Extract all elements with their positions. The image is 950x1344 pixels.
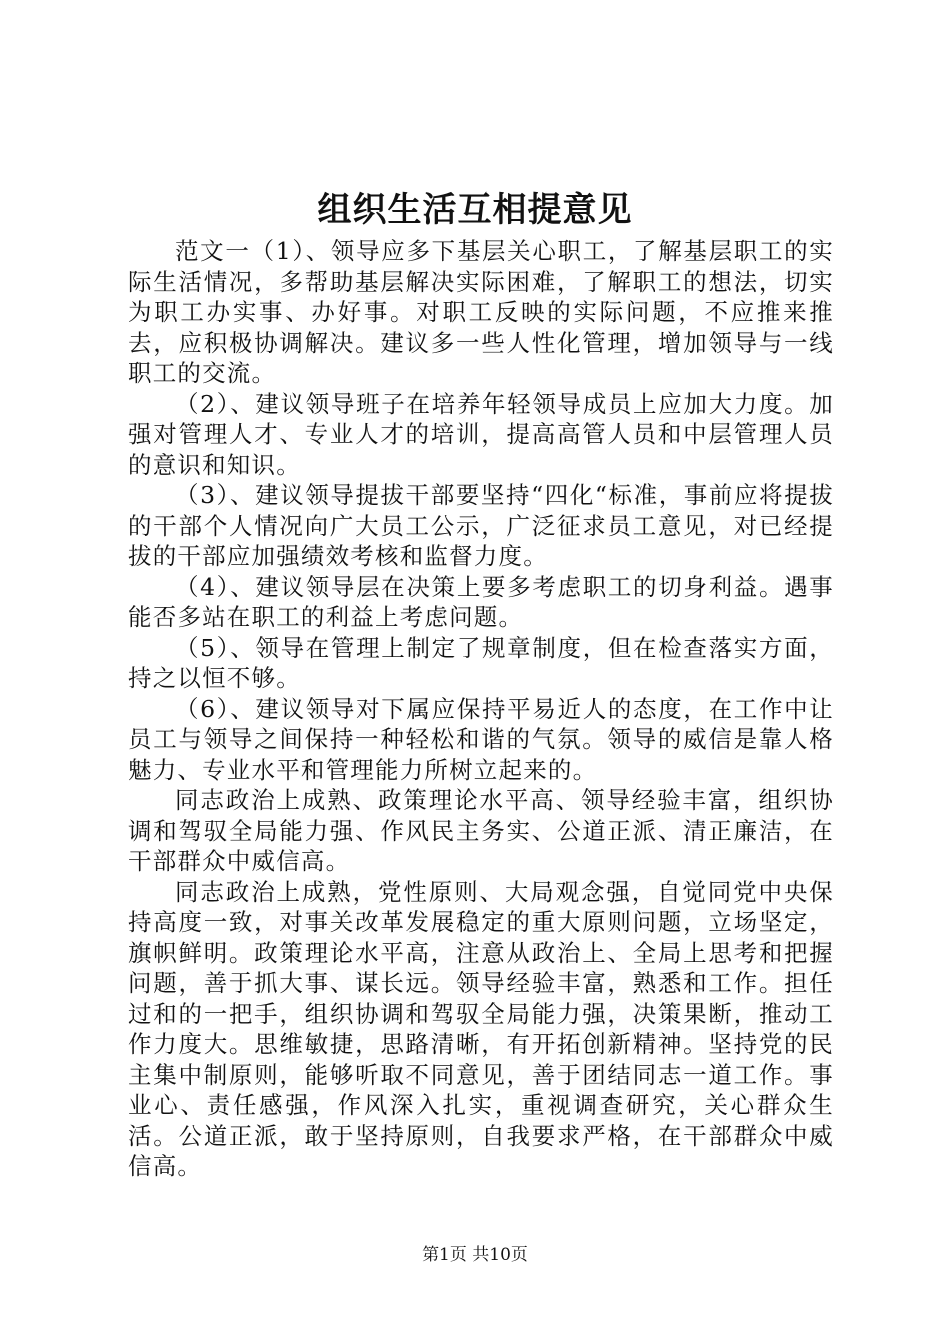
paragraph: （3）、建议领导提拔干部要坚持“四化“标准，事前应将提拔的干部个人情况向广大员工公示，广泛征求员工意见，对已经提拔的干部应加强绩效考核和监督力度。 (128, 481, 834, 570)
paragraph: （5）、领导在管理上制定了规章制度，但在检查落实方面，持之以恒不够。 (128, 633, 834, 692)
paragraph: （4）、建议领导层在决策上要多考虑职工的切身利益。遇事能否多站在职工的利益上考虑问题。 (128, 572, 834, 631)
document-body (128, 236, 834, 1182)
paragraph: 范文一（1）、领导应多下基层关心职工，了解基层职工的实际生活情况，多帮助基层解决实际困难，了解职工的想法，切实为职工办实事、办好事。对职工反映的实际问题，不应推来推去，应积极协调解决。建议多一些人性化管理，增加领导与一线职工的交流。 (128, 237, 834, 387)
paragraph: 同志政治上成熟，党性原则、大局观念强，自觉同党中央保持高度一致，对事关改革发展稳定的重大原则问题，立场坚定，旗帜鲜明。政策理论水平高，注意从政治上、全局上思考和把握问题，善于抓大事、谋长远。领导经验丰富，熟悉和工作。担任过和的一把手，组织协调和驾驭全局能力强，决策果断，推动工作力度大。思维敏捷，思路清晰，有开拓创新精神。坚持党的民主集中制原则，能够听取不同意见，善于团结同志一道工作。事业心、责任感强，作风深入扎实，重视调查研究，关心群众生活。公道正派，敢于坚持原则，自我要求严格，在干部群众中威信高。 (128, 877, 834, 1180)
document-title: 组织生活互相提意见 (317, 190, 633, 230)
page-footer: 第1页 共10页 (422, 1245, 528, 1265)
paragraph: （2）、建议领导班子在培养年轻领导成员上应加大力度。加强对管理人才、专业人才的培训，提高高管人员和中层管理人员的意识和知识。 (128, 389, 834, 479)
paragraph: 同志政治上成熟、政策理论水平高、领导经验丰富，组织协调和驾驭全局能力强、作风民主务实、公道正派、清正廉洁，在干部群众中威信高。 (128, 786, 834, 875)
paragraph: （6）、建议领导对下属应保持平易近人的态度，在工作中让员工与领导之间保持一种轻松和谐的气氛。领导的威信是靠人格魅力、专业水平和管理能力所树立起来的。 (128, 694, 834, 784)
